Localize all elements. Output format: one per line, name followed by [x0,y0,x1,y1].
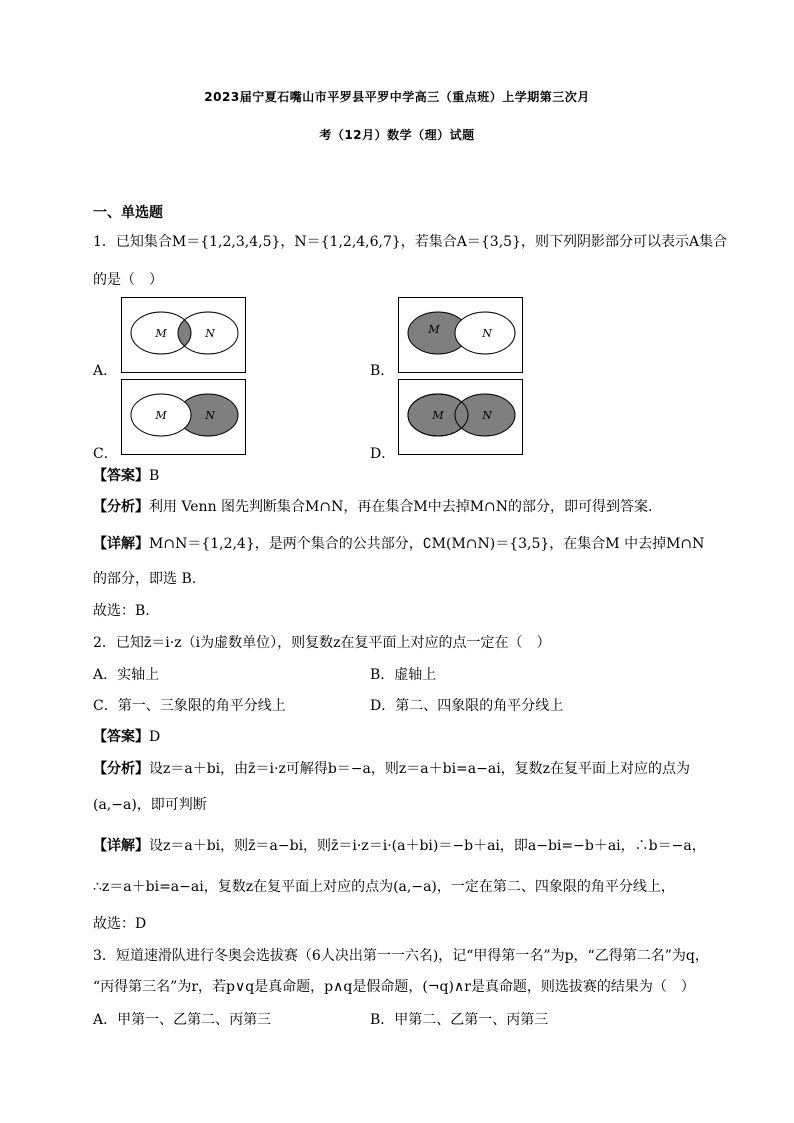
venn-c-label-m: M [155,409,167,422]
venn-option-b [398,297,523,373]
venn-a-label-m: M [155,327,167,340]
q3-option-b: B．甲第二、乙第一、丙第三 [370,1012,549,1028]
q2-analysis-line2: (a,−a)，即可判断 [93,797,207,813]
q2-stem: 2．已知z̄＝i·z（i为虚数单位），则复数z在复平面上对应的点一定在（ ） [93,635,551,651]
q1-option-d: D． [370,446,396,462]
venn-c-label-n: N [205,409,215,422]
answer-tag: 【答案】 [93,468,149,484]
venn-b-label-n: N [482,327,492,340]
q2-detail-line2: ∴z＝a＋bi=a−ai，复数z在复平面上对应的点为(a,−a)，一定在第二、四象限的角平分线上， [93,879,675,895]
q1-option-a: A． [93,363,118,379]
venn-option-d [398,379,523,455]
q3-stem-line2: “丙得第三名”为r，若p∨q是真命题，p∧q是假命题，(¬q)∧r是真命题，则选拔赛的结果为（ ） [93,979,695,995]
q1-analysis-text: 利用 Venn 图先判断集合M∩N，再在集合M中去掉M∩N的部分，即可得到答案. [149,499,653,515]
q2-option-a: A．实轴上 [93,667,160,683]
q1-conclusion: 故选：B. [93,603,150,619]
q1-answer [93,466,159,486]
exam-title-line2: 考（12月）数学（理）试题 [319,128,475,142]
section-heading: 一、单选题 [93,205,163,221]
q2-analysis-line1 [93,759,690,779]
venn-d-label-n: N [482,409,492,422]
venn-option-c [121,379,246,455]
q2-conclusion: 故选：D [93,916,147,932]
q2-analysis-text: 设z＝a＋bi，由z̄＝i·z可解得b＝−a，则z＝a＋bi=a−ai，复数z在复平面上对应的点为 [149,761,691,777]
q1-detail-line1 [93,534,704,554]
venn-b-label-m: M [428,323,440,336]
answer-tag: 【答案】 [93,729,149,745]
q1-option-b: B． [370,363,395,379]
q1-option-c: C． [93,446,118,462]
exam-title-line1: 2023届宁夏石嘴山市平罗县平罗中学高三（重点班）上学期第三次月 [204,90,590,104]
q2-detail-text: 设z＝a＋bi，则z̄＝a−bi，则z̄＝i·z＝i·(a＋bi)＝−b＋ai，即a−bi=−b＋ai，∴b＝−a， [149,838,706,854]
q2-option-d: D．第二、四象限的角平分线上 [370,698,564,714]
q1-detail-line2: 的部分，即选 B. [93,571,197,587]
venn-a-label-n: N [205,327,215,340]
q1-detail-text: M∩N＝{1,2,4}，是两个集合的公共部分，∁M(M∩N)＝{3,5}，在集合M 中去掉M∩N [149,536,705,552]
q2-answer [93,727,160,747]
q2-answer-value: D [149,729,161,745]
venn-option-a [121,297,246,373]
q1-analysis [93,497,652,517]
q2-option-b: B．虚轴上 [370,667,437,683]
venn-d-label-m: M [432,409,444,422]
q1-stem-line1: 1．已知集合M＝{1,2,3,4,5}，N＝{1,2,4,6,7}，若集合A＝{3,5}，则下列阴影部分可以表示A集合 [93,234,728,250]
q2-detail-line1 [93,836,706,856]
q1-stem-line2: 的是（ ） [93,272,163,288]
analysis-tag: 【分析】 [93,761,149,777]
detail-tag: 【详解】 [93,838,149,854]
detail-tag: 【详解】 [93,536,149,552]
q3-option-a: A．甲第一、乙第二、丙第三 [93,1012,272,1028]
q1-answer-value: B [149,468,160,484]
q2-option-c: C．第一、三象限的角平分线上 [93,698,286,714]
analysis-tag: 【分析】 [93,499,149,515]
q3-stem-line1: 3．短道速滑队进行冬奥会选拔赛（6人决出第一一六名)，记“甲得第一名”为p，“乙得第二名”为q， [93,948,709,964]
